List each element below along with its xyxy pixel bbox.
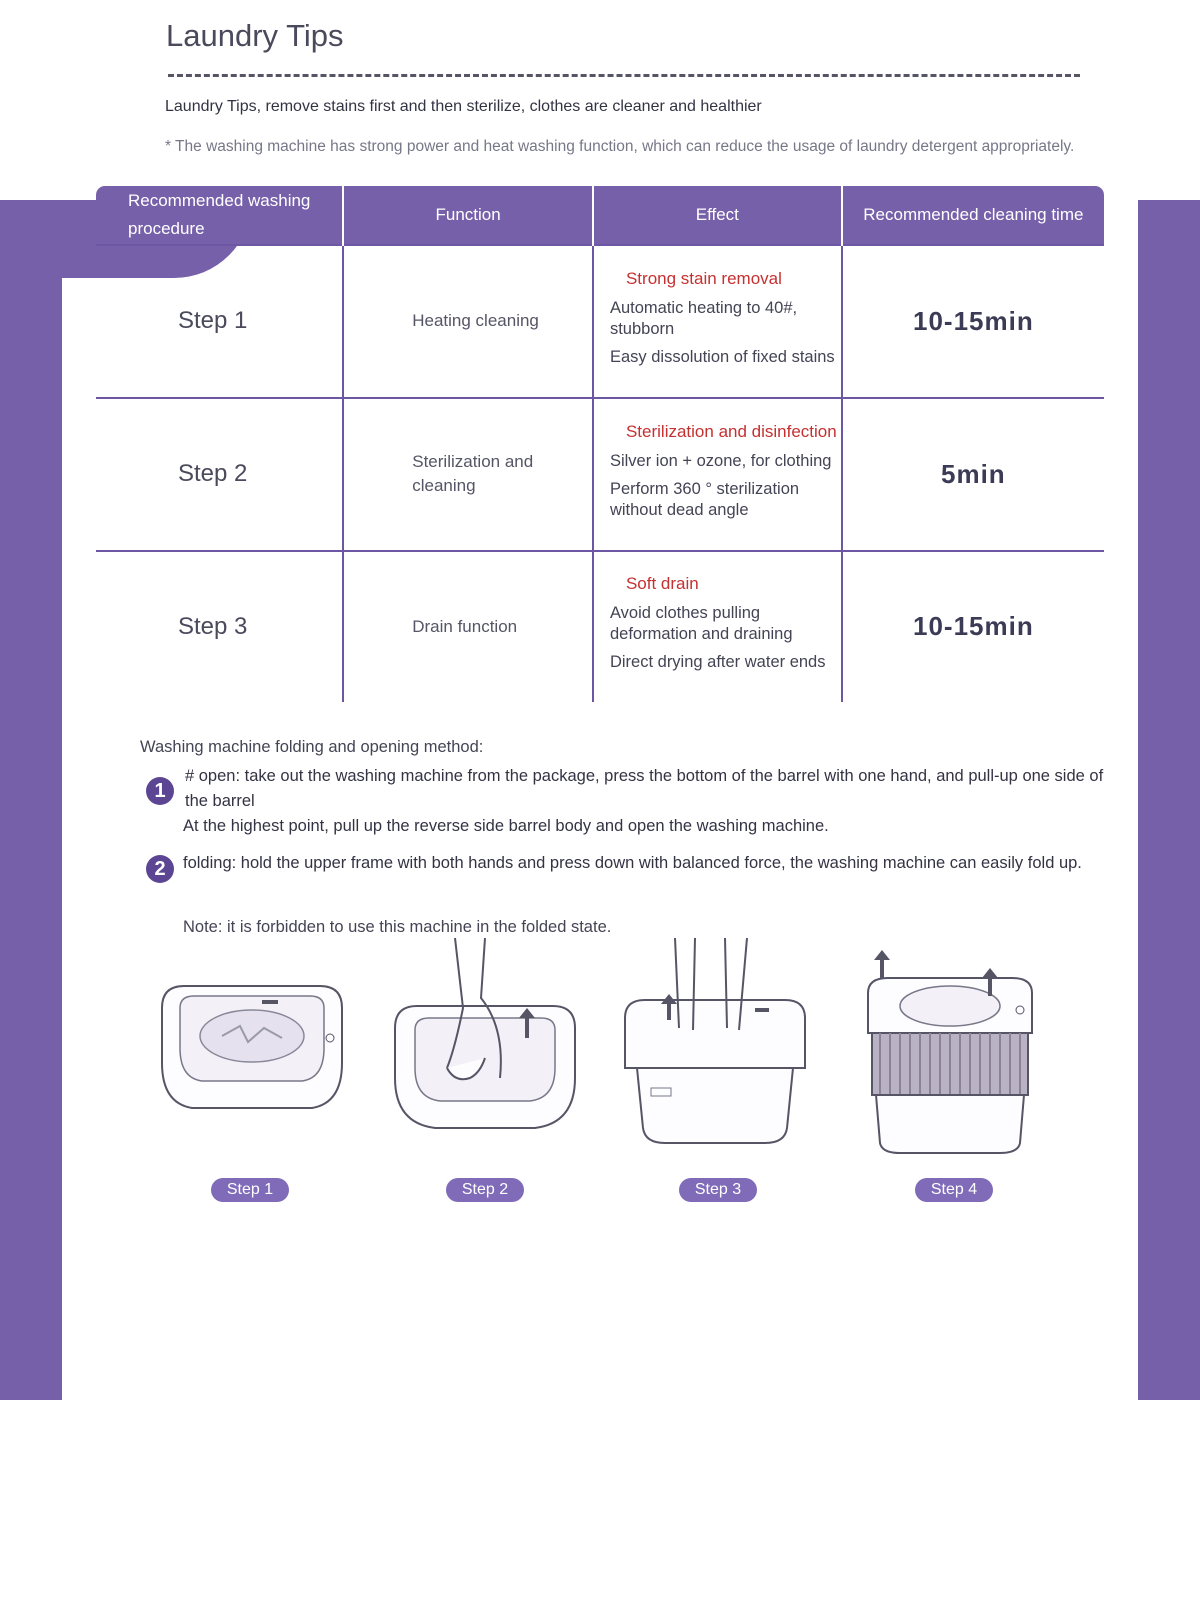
washer-extended-illustration (850, 938, 1050, 1163)
washer-pull-illustration (615, 938, 815, 1163)
function-cell: Heating cleaning (343, 245, 593, 398)
washer-open-illustration (152, 938, 352, 1163)
open-instruction: # open: take out the washing machine from the package, press the bottom of the barrel with one hand, and pull-up one side of the barrel (185, 767, 1104, 810)
table-header-row (95, 185, 1106, 245)
step-cell: Step 2 (95, 398, 344, 551)
method-title: Washing machine folding and opening method: (140, 738, 484, 756)
note-text: * The washing machine has strong power and heat washing function, which can reduce the usage of laundry detergent appropriately. (165, 138, 1075, 155)
time-cell: 10-15min (842, 245, 1106, 398)
function-cell: Drain function (343, 551, 593, 704)
table-row (95, 551, 1106, 704)
header-time: Recommended cleaning time (842, 185, 1106, 245)
effect-line: Automatic heating to 40#, stubborn (609, 298, 798, 338)
washing-procedure-table (93, 183, 1107, 705)
effect-line: Silver ion + ozone, for clothing (609, 451, 832, 470)
forbidden-note: Note: it is forbidden to use this machine in the folded state. (183, 918, 612, 936)
effect-line: Perform 360 ° sterilization without dead angle (609, 479, 800, 519)
open-instruction-detail: At the highest point, pull up the reverse side barrel body and open the washing machine. (183, 817, 829, 835)
effect-title: Strong stain removal (625, 268, 782, 288)
effect-cell (593, 551, 842, 704)
step-cell: Step 1 (95, 245, 344, 398)
step-label-pill: Step 3 (679, 1178, 757, 1202)
effect-title: Soft drain (625, 574, 699, 594)
header-procedure: Recommended washing procedure (95, 185, 344, 245)
effect-cell (593, 245, 842, 398)
step-label-pill: Step 1 (211, 1178, 289, 1202)
effect-line: Easy dissolution of fixed stains (609, 347, 835, 366)
function-cell: Sterilization and cleaning (343, 398, 593, 551)
step-number-badge: 2 (146, 855, 174, 883)
table-row (95, 245, 1106, 398)
washer-press-illustration (385, 938, 585, 1163)
header-effect: Effect (593, 185, 842, 245)
effect-line: Avoid clothes pulling deformation and draining (609, 604, 793, 644)
effect-cell (593, 398, 842, 551)
page-title: Laundry Tips (166, 18, 344, 53)
effect-line: Direct drying after water ends (609, 653, 826, 672)
step-cell: Step 3 (95, 551, 344, 704)
step-label-pill: Step 2 (446, 1178, 524, 1202)
dashed-divider (168, 74, 1080, 77)
time-cell: 5min (842, 398, 1106, 551)
tip-text: Laundry Tips, remove stains first and then sterilize, clothes are cleaner and healthier (165, 98, 762, 115)
fold-instruction: folding: hold the upper frame with both hands and press down with balanced force, the washing machine can easily fold up. (183, 854, 1082, 872)
table-row (95, 398, 1106, 551)
header-function: Function (343, 185, 593, 245)
step-number-badge: 1 (146, 777, 174, 805)
time-cell: 10-15min (842, 551, 1106, 704)
step-label-pill: Step 4 (915, 1178, 993, 1202)
effect-title: Sterilization and disinfection (625, 421, 837, 441)
